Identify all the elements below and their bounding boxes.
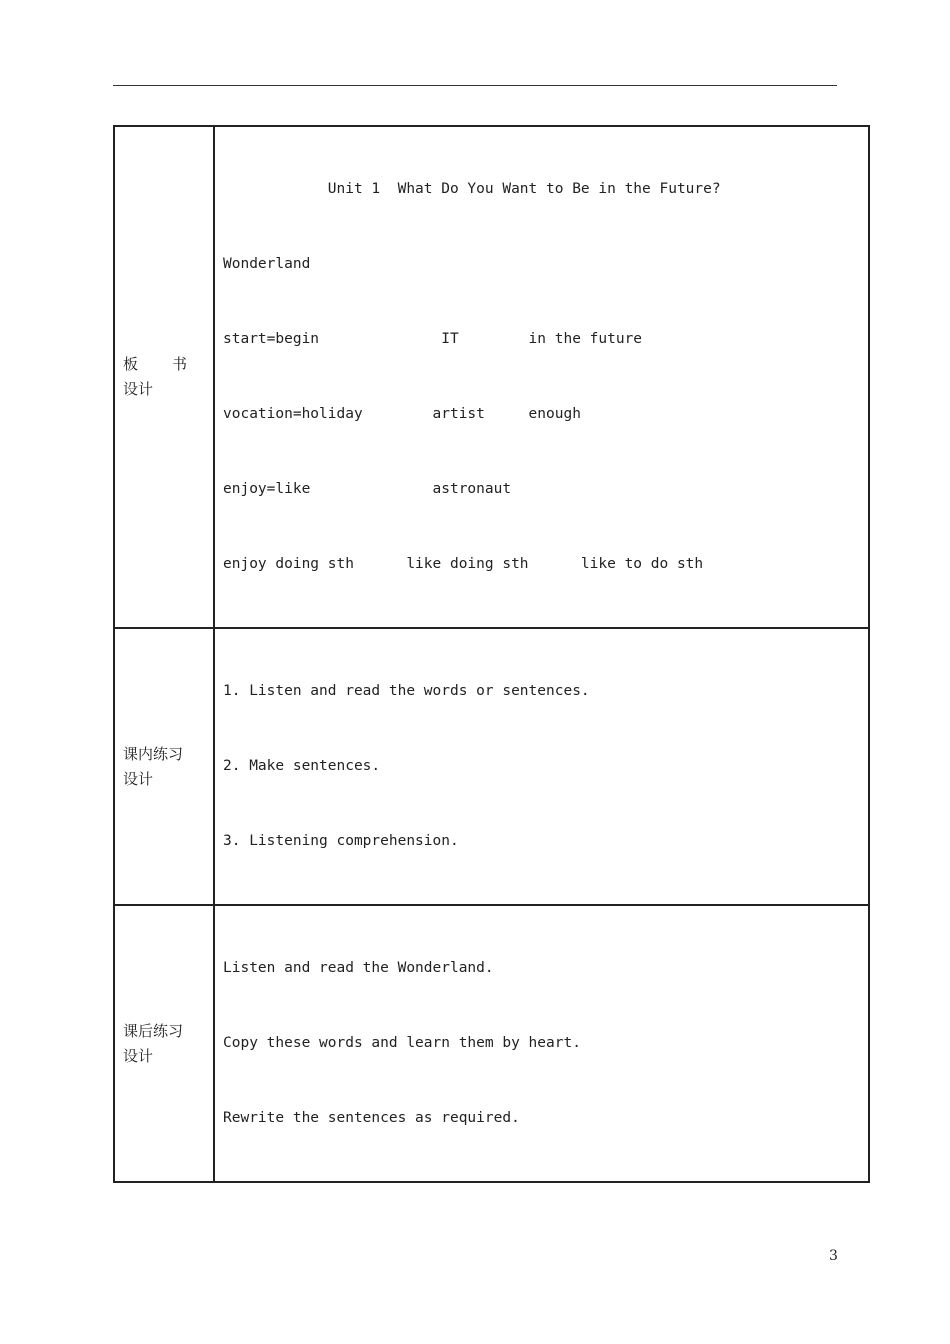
label-line: 课后练习 xyxy=(123,1021,184,1040)
table-row-in-class-practice xyxy=(114,628,869,905)
board-line: enjoy=like astronaut xyxy=(223,481,512,497)
unit-title: Unit 1 What Do You Want to Be in the Future? xyxy=(223,181,721,197)
in-class-practice-label xyxy=(114,628,214,905)
header-rule xyxy=(113,85,837,86)
table-row-board-design xyxy=(114,126,869,628)
board-design-label-line2: 设计 xyxy=(123,380,154,398)
board-line: enjoy doing sth like doing sth like to do sth xyxy=(223,556,704,572)
label-char: 书 xyxy=(171,355,187,373)
board-design-label-line1 xyxy=(123,352,187,377)
lesson-plan-table xyxy=(113,125,870,1183)
label-line: 设计 xyxy=(123,1046,154,1065)
board-line: start=begin IT in the future xyxy=(223,331,643,347)
homework-item: Rewrite the sentences as required. xyxy=(223,1110,520,1126)
after-class-practice-label xyxy=(114,905,214,1182)
label-line: 设计 xyxy=(123,769,154,788)
label-line: 课内练习 xyxy=(123,744,184,763)
board-line: vocation=holiday artist enough xyxy=(223,406,581,422)
practice-item: 2. Make sentences. xyxy=(223,758,381,774)
board-design-label xyxy=(114,126,214,628)
homework-item: Copy these words and learn them by heart. xyxy=(223,1035,581,1051)
homework-item: Listen and read the Wonderland. xyxy=(223,960,494,976)
practice-item: 3. Listening comprehension. xyxy=(223,833,459,849)
board-line: Wonderland xyxy=(223,256,311,272)
after-class-practice-content xyxy=(214,905,869,1182)
label-char: 板 xyxy=(123,355,139,373)
practice-item: 1. Listen and read the words or sentences. xyxy=(223,683,590,699)
board-design-content xyxy=(214,126,869,628)
table-row-after-class-practice xyxy=(114,905,869,1182)
page-number: 3 xyxy=(829,1248,838,1264)
in-class-practice-content xyxy=(214,628,869,905)
